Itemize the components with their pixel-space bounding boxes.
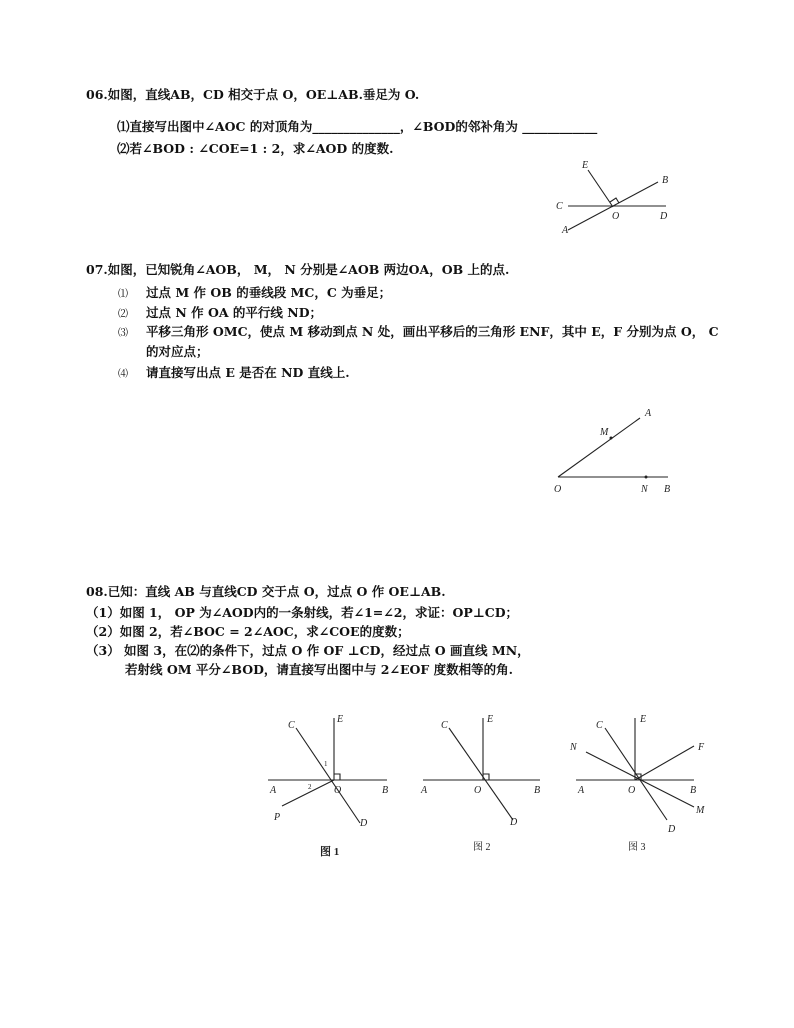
fig2-label-b: B [534,785,541,796]
fig2-label-d: D [510,817,518,828]
fig1-angle-2: 2 [308,783,312,791]
q06-label-d: D [660,211,668,222]
q06-label-b: B [662,175,669,186]
q06-part1: ⑴直接写出图中∠AOC 的对顶角为______________，∠BOD的邻补角为 ____________ [117,119,598,134]
fig3-label-d: D [668,824,676,835]
q07-label-o: O [554,484,562,495]
fig1-label-p: P [274,812,281,823]
fig3-label-c: C [596,720,603,731]
q06-label-o: O [612,211,620,222]
q07-item-3-num: ⑶ [118,328,128,339]
q08-part2: （2）如图 2，若∠BOC = 2∠AOC，求∠COE的度数； [86,624,410,639]
q07-item-2-text: 过点 N 作 OA 的平行线 ND； [146,305,323,320]
q07-item-3-cont: 的对应点； [146,344,209,359]
q06-part2: ⑵若∠BOD : ∠COE=1 : 2，求∠AOD 的度数. [117,141,394,156]
fig3-label-o: O [628,785,636,796]
fig3-label-e: E [640,714,647,725]
q06-label-c: C [556,201,563,212]
fig1-label-c: C [288,720,295,731]
q07-label-n: N [641,484,648,495]
fig3-caption: 图 3 [628,842,646,853]
fig2-label-c: C [441,720,448,731]
q07-item-4-text: 请直接写出点 E 是否在 ND 直线上. [146,365,350,380]
fig1-label-o: O [334,785,342,796]
fig1-label-d: D [360,818,368,829]
fig3-label-a: A [578,785,585,796]
q08-figure-2 [415,708,545,863]
fig2-label-e: E [487,714,494,725]
q07-stem: 07.如图，已知锐角∠AOB， M， N 分别是∠AOB 两边OA，OB 上的点. [86,262,510,277]
q08-figure-1 [262,708,402,863]
q06-label-e: E [582,160,589,171]
q08-figure-3 [566,708,716,863]
fig3-label-n: N [570,742,577,753]
q07-label-m: M [600,427,609,438]
q07-figure [550,402,680,497]
q06-figure [550,155,680,240]
q07-item-1-text: 过点 M 作 OB 的垂线段 MC，C 为垂足； [146,285,392,300]
q08-part3-cont: 若射线 OM 平分∠BOD，请直接写出图中与 2∠EOF 度数相等的角. [125,662,513,677]
fig2-caption: 图 2 [473,842,491,853]
q08-part1: （1）如图 1， OP 为∠AOD内的一条射线，若∠1=∠2，求证：OP⊥CD； [86,605,519,620]
q07-item-2-num: ⑵ [118,309,128,320]
fig1-label-b: B [382,785,389,796]
fig1-caption: 图 1 [320,846,340,858]
q07-point-n [645,476,648,479]
q07-point-m [610,437,613,440]
fig2-label-a: A [421,785,428,796]
q07-label-b: B [664,484,671,495]
fig2-label-o: O [474,785,482,796]
fig3-label-m: M [696,805,705,816]
fig3-label-f: F [698,742,705,753]
q06-label-a: A [562,225,569,236]
q07-item-1-num: ⑴ [118,289,128,300]
q06-stem: 06.如图，直线AB，CD 相交于点 O，OE⊥AB.垂足为 O. [86,87,420,102]
q07-item-3-text: 平移三角形 OMC，使点 M 移动到点 N 处，画出平移后的三角形 ENF，其中 E，F 分别为点 O， C [146,324,719,339]
fig1-label-e: E [337,714,344,725]
q07-label-a: A [645,408,652,419]
fig1-angle-1: 1 [324,760,328,768]
fig1-label-a: A [270,785,277,796]
fig3-label-b: B [690,785,697,796]
q08-part3: （3） 如图 3，在⑵的条件下，过点 O 作 OF ⊥CD，经过点 O 画直线 MN， [86,643,530,658]
q08-stem: 08.已知：直线 AB 与直线CD 交于点 O，过点 O 作 OE⊥AB. [86,584,446,599]
q07-item-4-num: ⑷ [118,369,128,380]
